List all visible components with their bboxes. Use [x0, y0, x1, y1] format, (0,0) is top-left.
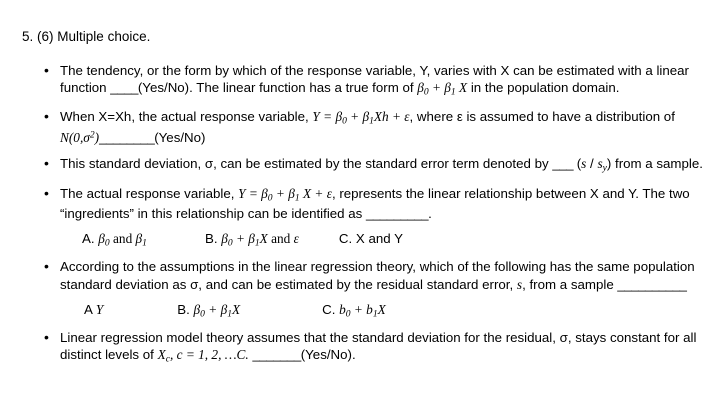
bullet-6-text-b: (Yes/No). — [300, 347, 356, 363]
choice-2-c-text: $b_0 + b_1X$ — [339, 302, 386, 320]
choice-1-b-text: $\beta_0 + \beta_1X$ and ε — [221, 231, 299, 250]
choice-1-c-label: C. — [338, 231, 353, 247]
bullet-3-text-a: This standard deviation, σ, can be estimated by the standard error term denoted by — [60, 156, 553, 172]
bullet-4-blank: _________ — [366, 205, 429, 221]
choice-2-a[interactable] — [84, 302, 103, 320]
question-heading — [22, 28, 703, 46]
choice-group-1 — [18, 231, 703, 249]
choice-2-b-text: $\beta_0 + \beta_1X$ — [193, 302, 241, 320]
bullet-2-text-c: (Yes/No) — [154, 129, 206, 145]
list-item — [18, 329, 703, 367]
list-item — [18, 108, 703, 146]
choice-2-b[interactable] — [177, 302, 240, 320]
list-item — [18, 185, 703, 223]
bullet-6-text-a: Linear regression model theory assumes that the standard deviation for the residual, σ, stays constant for all distinct levels of — [60, 329, 697, 363]
bullet-4-formula: $Y = \beta_0 + \beta_1$ X + ε — [238, 185, 332, 204]
list-item — [18, 155, 703, 175]
bullet-2-formula-2: $N(0,\sigma^2)$ — [60, 129, 100, 145]
choice-1-a-label: A. — [82, 231, 95, 247]
question-number: 5. — [22, 29, 34, 44]
bullet-1-blank: ____ — [110, 80, 138, 96]
bullet-3-blank: ___ — [552, 156, 574, 172]
bullet-5-blank: __________ — [617, 276, 687, 292]
choice-1-a[interactable] — [82, 231, 147, 249]
question-prompt: Multiple choice. — [57, 29, 151, 44]
choice-1-c[interactable] — [339, 231, 403, 249]
bullet-1-text-a: The tendency, or the form by which of the response variable, Y, varies with X can be estimated with a linear function — [60, 62, 689, 96]
bullet-2-text-a: When X=Xh, the actual response variable, — [60, 109, 313, 125]
choice-2-b-label: B. — [177, 302, 190, 318]
bullet-4-text-c: . — [428, 205, 432, 221]
bullet-1-formula: $\beta_0 + \beta_1$ X — [417, 80, 468, 98]
bullet-6-blank: _______ — [252, 347, 301, 363]
bullet-1-text-b: (Yes/No). The linear function has a true form of — [137, 80, 418, 96]
choice-2-a-label: A — [84, 302, 93, 318]
choice-group-2 — [18, 302, 703, 320]
list-item — [18, 258, 703, 293]
bullet-2-formula: $Y = \beta_0 + \beta_1Xh + \varepsilon$ — [312, 109, 410, 128]
bullet-2-text-b: , where ε is assumed to have a distribution of — [409, 109, 675, 125]
list-item — [18, 62, 703, 100]
multiple-choice-list — [18, 62, 703, 367]
choice-1-b-label: B. — [204, 231, 218, 247]
choice-2-a-text: Y — [95, 302, 104, 318]
bullet-5-text-a: According to the assumptions in the linear regression theory, which of the following has the same population standard deviation as σ, and can be estimated by the residual standard error, — [60, 259, 695, 292]
choice-1-b[interactable] — [205, 231, 299, 249]
bullet-4-text-a: The actual response variable, — [60, 185, 239, 201]
question-points: (6) — [37, 29, 54, 44]
choice-2-c[interactable] — [322, 302, 386, 320]
bullet-5-italic: s — [516, 276, 523, 292]
bullet-3-text-c: from a sample. — [611, 156, 703, 172]
bullet-2-blank: ________ — [99, 129, 155, 145]
bullet-4-text-b: , represents the linear relationship between X and Y. The two “ingredients” in this relationship can be identified as — [60, 185, 690, 221]
bullet-6-formula: $X_c$, c = 1, 2, …C. — [157, 347, 249, 366]
bullet-3-text-b: $(s / s_y)$ — [573, 156, 612, 174]
choice-2-c-label: C. — [322, 302, 336, 318]
choice-1-a-text: $\beta_0$ and $\beta_1$ — [98, 231, 147, 250]
bullet-1-text-c: in the population domain. — [467, 80, 620, 96]
bullet-5-text-b: , from a sample — [522, 276, 618, 292]
choice-1-c-text: X and Y — [355, 231, 403, 247]
